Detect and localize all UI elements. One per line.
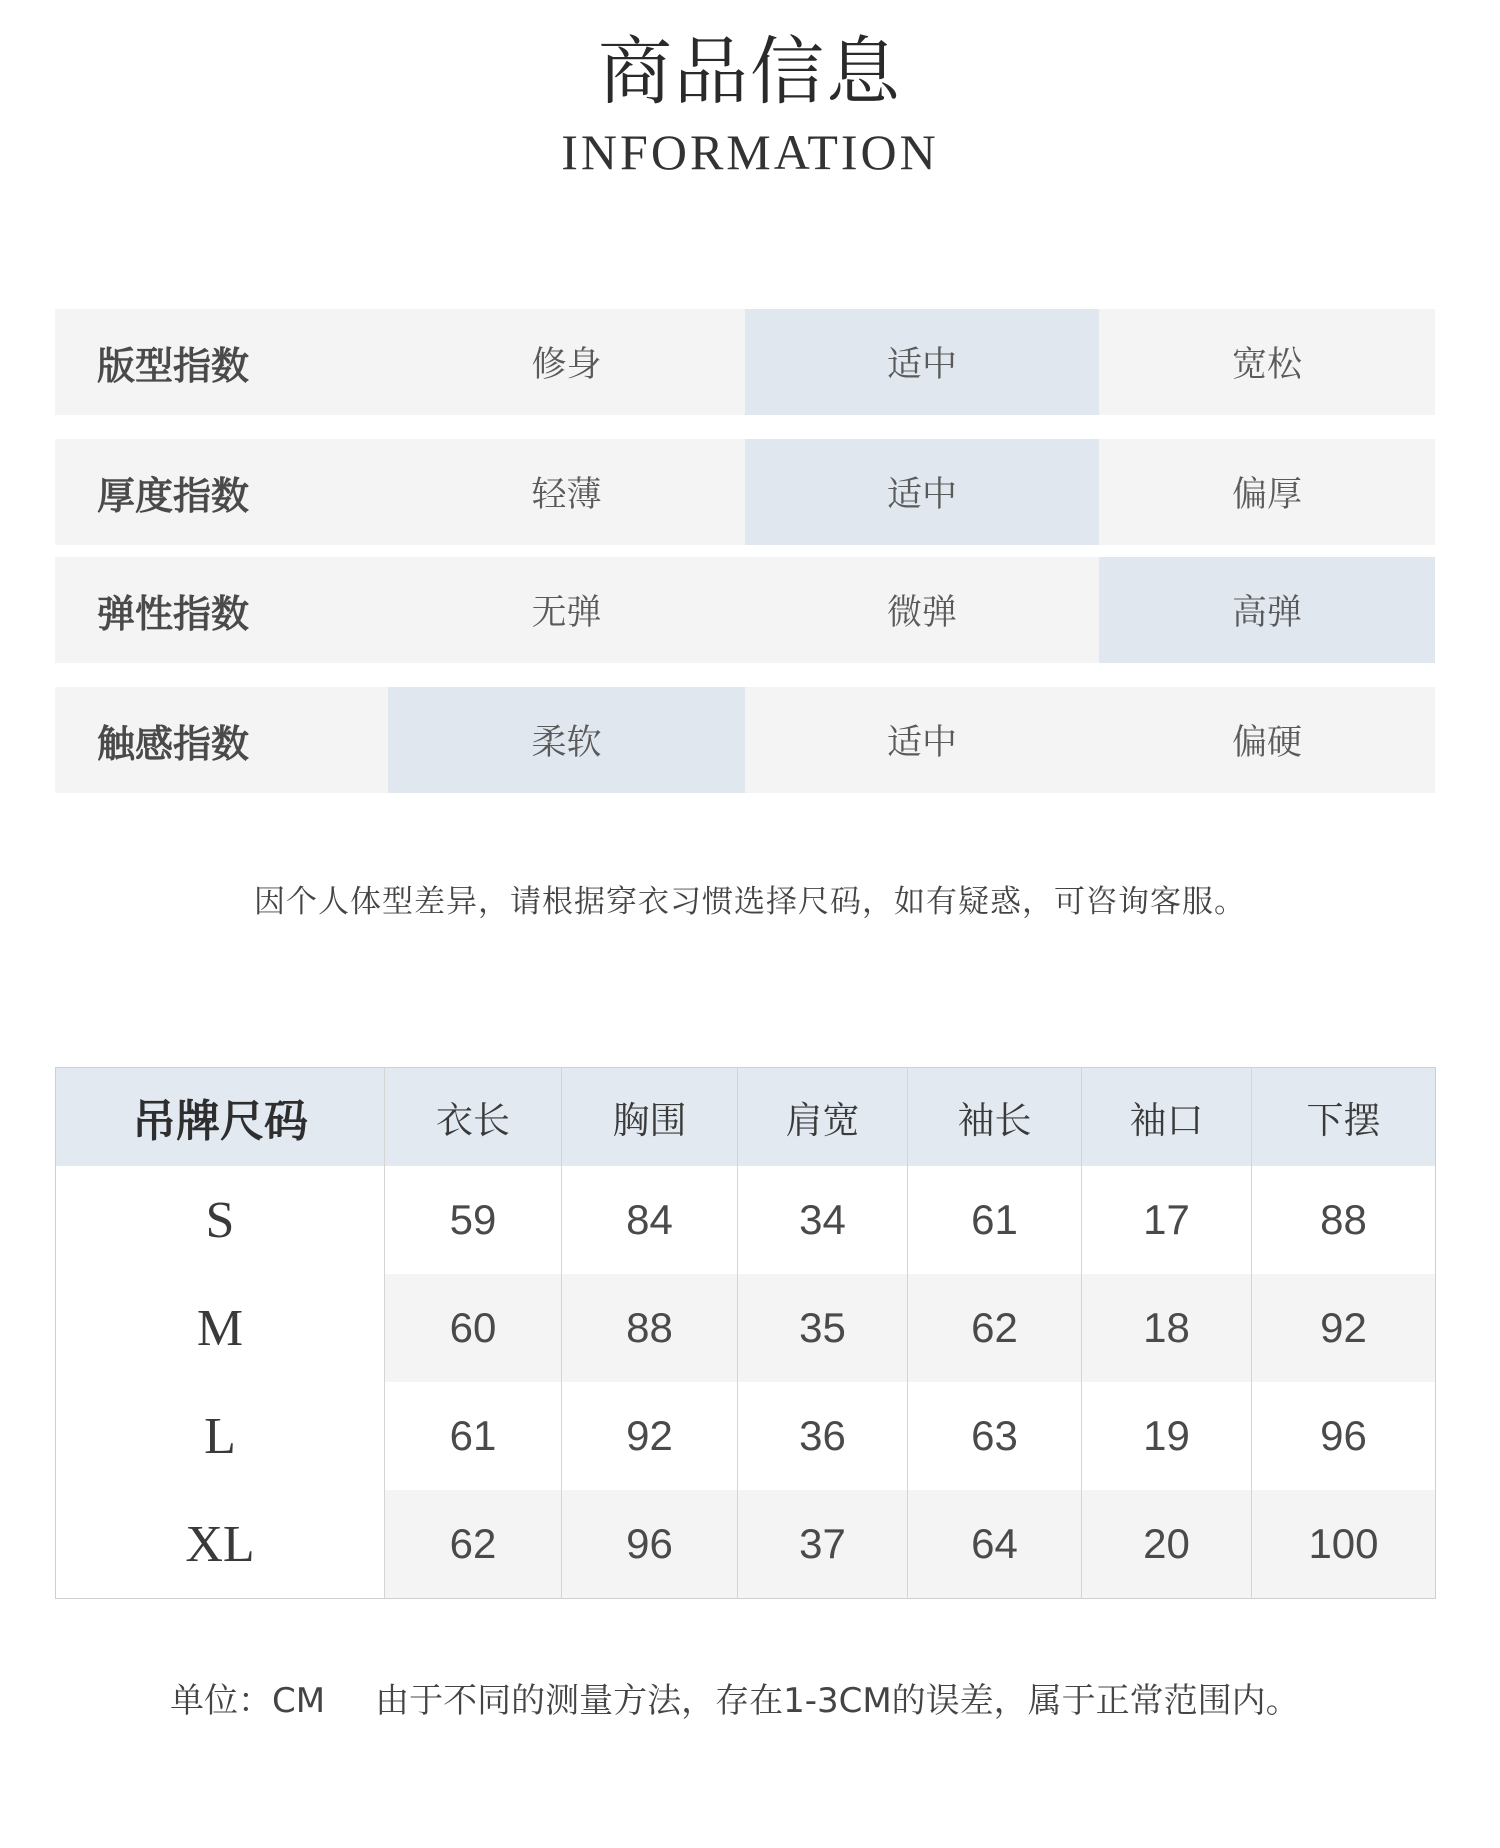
table-cell: 61: [908, 1166, 1082, 1274]
index-label: 版型指数: [97, 343, 250, 388]
size-cell: S: [205, 1191, 235, 1249]
tolerance-text: 由于不同的测量方法，存在1-3CM的误差，属于正常范围内。: [375, 1681, 1300, 1721]
table-cell: 62: [385, 1490, 562, 1599]
table-cell: 88: [562, 1274, 738, 1382]
index-label: 弹性指数: [97, 591, 250, 636]
column-header: 下摆: [1252, 1068, 1436, 1167]
table-cell: 18: [1082, 1274, 1252, 1382]
page-subtitle: INFORMATION: [561, 124, 939, 180]
size-cell: XL: [56, 1490, 385, 1599]
fit-index-row: [55, 309, 1435, 415]
index-option: 偏硬: [1231, 723, 1302, 763]
size-header: 吊牌尺码: [56, 1068, 385, 1167]
size-chart-table: [55, 1067, 1436, 1599]
table-cell: 63: [908, 1382, 1082, 1490]
unit-label: 单位：CM: [170, 1681, 326, 1721]
index-label: 厚度指数: [97, 473, 250, 518]
index-option: 偏厚: [1231, 475, 1302, 515]
table-cell: 17: [1082, 1166, 1252, 1274]
table-row: [56, 1490, 1436, 1599]
column-header: 胸围: [562, 1068, 738, 1167]
column-header: 衣长: [385, 1068, 562, 1167]
table-cell: 20: [1082, 1490, 1252, 1599]
table-cell: 88: [1252, 1166, 1436, 1274]
size-cell: M: [56, 1274, 385, 1382]
table-cell: 96: [1252, 1382, 1436, 1490]
table-row: [56, 1274, 1436, 1382]
table-cell: 60: [385, 1274, 562, 1382]
index-option: 无弹: [531, 593, 602, 633]
table-cell: 35: [738, 1274, 908, 1382]
table-cell: 64: [908, 1490, 1082, 1599]
table-cell: 34: [738, 1166, 908, 1274]
table-row: [56, 1166, 1436, 1274]
page-title: 商品信息: [598, 29, 902, 115]
column-header: 袖长: [908, 1068, 1082, 1167]
index-option: 高弹: [1099, 557, 1435, 663]
table-cell: 100: [1252, 1490, 1436, 1599]
touch-index-row: [55, 687, 1435, 793]
elasticity-index-row: [55, 557, 1435, 663]
index-option: 宽松: [1231, 345, 1302, 385]
column-header: 肩宽: [738, 1068, 908, 1167]
table-header-row: [56, 1068, 1436, 1167]
index-option: 适中: [745, 439, 1099, 545]
thickness-index-row: [55, 439, 1435, 545]
size-cell: L: [204, 1407, 236, 1465]
measurement-note: [170, 1673, 1300, 1722]
table-cell: 37: [738, 1490, 908, 1599]
table-cell: 92: [562, 1382, 738, 1490]
table-cell: 62: [908, 1274, 1082, 1382]
index-option: 适中: [886, 723, 957, 763]
size-advice-note: 因个人体型差异，请根据穿衣习惯选择尺码，如有疑惑，可咨询客服。: [254, 884, 1246, 920]
index-option: 适中: [745, 309, 1099, 415]
table-cell: 96: [562, 1490, 738, 1599]
table-cell: 59: [385, 1166, 562, 1274]
table-cell: 36: [738, 1382, 908, 1490]
index-option: 修身: [531, 345, 602, 385]
table-cell: 19: [1082, 1382, 1252, 1490]
table-cell: 92: [1252, 1274, 1436, 1382]
column-header: 袖口: [1082, 1068, 1252, 1167]
index-label: 触感指数: [97, 721, 250, 766]
table-cell: 61: [385, 1382, 562, 1490]
table-cell: 84: [562, 1166, 738, 1274]
index-option: 柔软: [388, 687, 745, 793]
index-option: 微弹: [886, 593, 957, 633]
index-option: 轻薄: [531, 475, 602, 515]
table-row: [56, 1382, 1436, 1490]
